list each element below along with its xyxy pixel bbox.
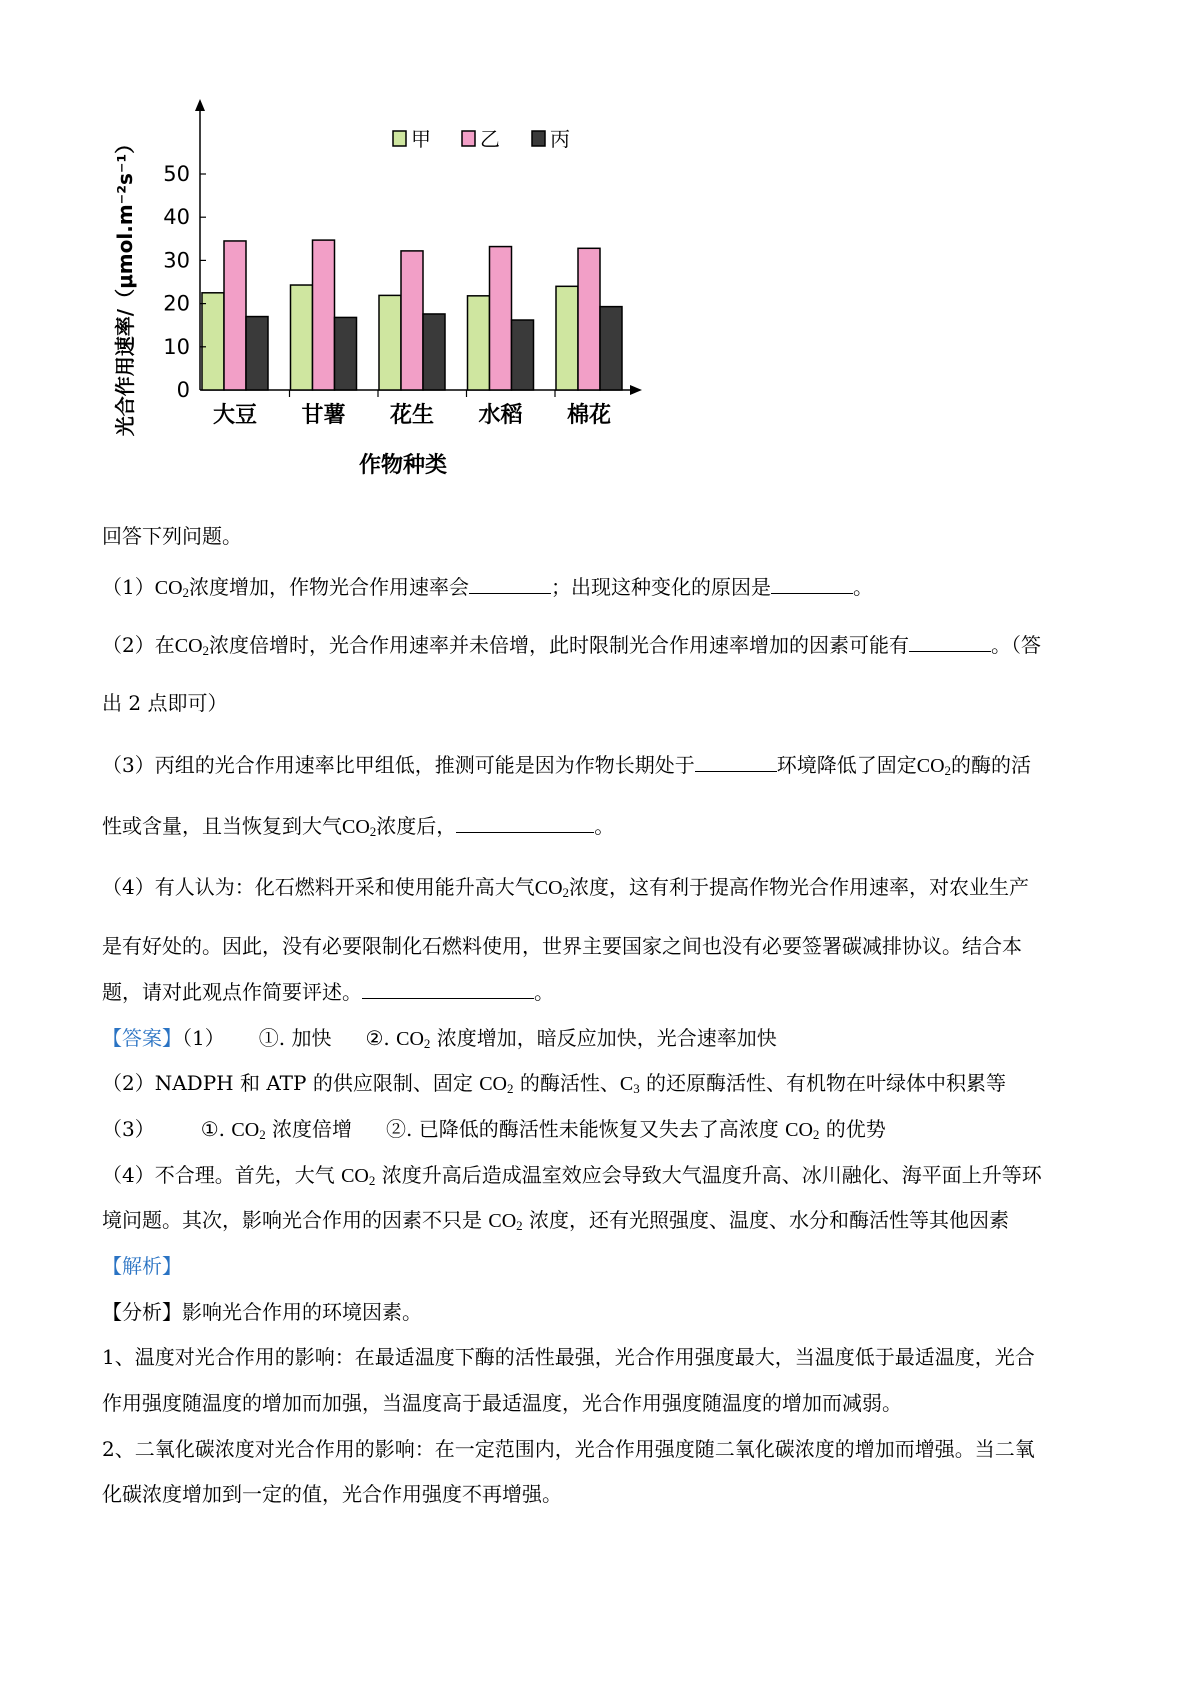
ans1-opt1: ①. 加快: [258, 1026, 332, 1050]
y-axis-arrow: [195, 99, 205, 111]
bar-丙-花生: [423, 314, 445, 390]
ans4-text: （4）不合理。首先，大气: [102, 1163, 342, 1187]
ans3-prefix: （3）: [102, 1117, 155, 1141]
answer-blank[interactable]: [456, 812, 594, 833]
question-4: [102, 873, 1110, 902]
bar-丙-甘薯: [335, 317, 357, 390]
analysis-p2-cont: [102, 1480, 1110, 1508]
q4-line3: 题，请对此观点作简要评述。: [102, 980, 362, 1004]
bar-乙-水稻: [490, 247, 512, 390]
answer-blank[interactable]: [909, 631, 991, 652]
question-2: [102, 631, 1110, 660]
intro-text: 回答下列问题。: [102, 524, 242, 548]
ans3-end: 的优势: [819, 1117, 886, 1141]
co2-formula: $CO_2$: [154, 577, 190, 600]
question-4-cont-2: [102, 978, 1110, 1006]
bar-乙-大豆: [224, 241, 246, 390]
bar-丙-棉花: [600, 307, 622, 390]
analysis-head: [102, 1298, 1110, 1326]
co2-formula: $CO_2$: [916, 755, 952, 778]
q3-end: 。: [594, 814, 615, 838]
bar-甲-甘薯: [291, 285, 313, 390]
bar-甲-水稻: [468, 296, 490, 390]
answer-blank[interactable]: [695, 751, 777, 772]
answer-4: [102, 1161, 1110, 1190]
bar-乙-花生: [401, 251, 423, 390]
q1-prefix: （1）: [102, 575, 155, 599]
question-4-cont: [102, 932, 1110, 960]
answer-blank[interactable]: [469, 573, 551, 594]
q3-line2: 性或含量，且当恢复到大气: [102, 814, 342, 838]
c3-formula: $C_3$: [619, 1073, 640, 1096]
co2-formula: $CO_2$: [396, 1028, 431, 1051]
q2-text: 浓度倍增时，光合作用速率并未倍增，此时限制光合作用速率增加的因素可能有: [209, 633, 910, 657]
q2-line2: 出 2 点即可）: [102, 691, 228, 715]
question-3-cont: [102, 812, 1110, 841]
q4-end: 。: [534, 980, 554, 1004]
q2-text-2: 。（答: [991, 633, 1042, 657]
bar-丙-大豆: [246, 317, 268, 390]
co2-formula: $CO_2$: [341, 1165, 376, 1188]
analysis-tag: 【解析】: [102, 1254, 182, 1278]
ans3-text: 浓度倍增: [265, 1117, 353, 1141]
ans2-text: （2）NADPH 和 ATP 的供应限制、固定: [102, 1071, 480, 1095]
intro-line: [102, 522, 1110, 550]
q4-text: （4）有人认为：化石燃料开采和使用能升高大气: [102, 875, 535, 899]
co2-formula: $CO_2$: [479, 1073, 514, 1096]
analysis-p1: [102, 1343, 1110, 1371]
analysis-p1-text-2: 作用强度随温度的增加而加强，当温度高于最适温度，光合作用强度随温度的增加而减弱。: [102, 1391, 902, 1415]
legend-swatch: [462, 131, 475, 146]
analysis-p1-cont: [102, 1389, 1110, 1417]
q1-text-2: ；出现这种变化的原因是: [551, 575, 772, 599]
y-tick-label: 10: [163, 334, 190, 359]
question-1: [102, 573, 1110, 602]
ans4-line2-b: 浓度，还有光照强度、温度、水分和酶活性等其他因素: [522, 1208, 1010, 1232]
ans2-text-3: 的还原酶活性、有机物在叶绿体中积累等: [639, 1071, 1007, 1095]
y-tick-label: 30: [163, 248, 190, 273]
analysis-head-text: 【分析】影响光合作用的环境因素。: [102, 1300, 422, 1324]
legend-swatch: [393, 131, 406, 146]
answer-4-cont: [102, 1206, 1110, 1235]
chart-x-categories: [213, 390, 611, 428]
ans3-opt1: ①.: [200, 1117, 232, 1141]
x-category-label: 花生: [389, 403, 435, 428]
answer-1: [102, 1024, 1110, 1053]
legend-label: 丙: [550, 127, 570, 151]
co2-formula: $CO_2$: [785, 1119, 820, 1142]
analysis-p2-text: 2、二氧化碳浓度对光合作用的影响：在一定范围内，光合作用强度随二氧化碳浓度的增加而增强。当二氧: [102, 1437, 1035, 1461]
bar-乙-棉花: [578, 248, 600, 390]
bar-chart: [100, 95, 720, 475]
ans2-text-2: 的酶活性、: [513, 1071, 620, 1095]
bar-甲-大豆: [202, 293, 224, 390]
bar-甲-花生: [379, 295, 401, 390]
legend-label: 乙: [480, 127, 500, 151]
legend-label: 甲: [411, 127, 431, 151]
q3-text: （3）丙组的光合作用速率比甲组低，推测可能是因为作物长期处于: [102, 753, 695, 777]
q3-text-3: 的酶的活: [951, 753, 1032, 777]
ans3-opt2: ②. 已降低的酶活性未能恢复又失去了高浓度: [386, 1117, 786, 1141]
bar-甲-棉花: [556, 286, 578, 390]
analysis-p2-text-2: 化碳浓度增加到一定的值，光合作用强度不再增强。: [102, 1482, 562, 1506]
co2-formula: $CO_2$: [231, 1119, 266, 1142]
ans1-prefix: （1）: [182, 1026, 225, 1050]
ans4-text-2: 浓度升高后造成温室效应会导致大气温度升高、冰川融化、海平面上升等环: [375, 1163, 1042, 1187]
q1-end: 。: [853, 575, 874, 599]
q3-line2-b: 浓度后，: [376, 814, 457, 838]
chart-legend: [393, 127, 570, 151]
ans1-text: 浓度增加，暗反应加快，光合速率加快: [430, 1026, 777, 1050]
ans4-line2: 境问题。其次，影响光合作用的因素不只是: [102, 1208, 489, 1232]
y-tick-label: 20: [163, 291, 190, 316]
bar-丙-水稻: [512, 320, 534, 390]
y-tick-label: 50: [163, 162, 190, 186]
chart-x-label: 作物种类: [358, 453, 448, 475]
answer-blank[interactable]: [362, 978, 534, 999]
analysis-p2: [102, 1435, 1110, 1463]
bar-乙-甘薯: [313, 240, 335, 390]
x-category-label: 棉花: [566, 403, 612, 428]
y-tick-label: 0: [176, 378, 190, 402]
question-2-cont: [102, 689, 1110, 717]
chart-bars: [202, 240, 622, 390]
q3-text-2: 环境降低了固定: [776, 753, 917, 777]
x-axis-arrow: [630, 385, 642, 395]
ans1-opt2: ②.: [365, 1026, 397, 1050]
x-category-label: 甘薯: [301, 403, 346, 428]
q2-prefix: （2）在: [102, 633, 175, 657]
x-category-label: 水稻: [478, 403, 523, 428]
q1-text: 浓度增加，作物光合作用速率会: [189, 575, 470, 599]
q4-text-2: 浓度，这有利于提高作物光合作用速率，对农业生产: [569, 875, 1030, 899]
analysis-p1-text: 1、温度对光合作用的影响：在最适温度下酶的活性最强，光合作用强度最大，当温度低于最适温度，光合: [102, 1345, 1035, 1369]
co2-formula: $CO_2$: [534, 877, 570, 900]
legend-swatch: [532, 131, 545, 146]
x-category-label: 大豆: [212, 403, 258, 428]
co2-formula: $CO_2$: [488, 1210, 523, 1233]
chart-y-label: 光合作用速率/（μmol.m⁻²s⁻¹）: [113, 133, 137, 437]
co2-formula: $CO_2$: [174, 635, 210, 658]
answer-blank[interactable]: [771, 573, 853, 594]
answer-3: [102, 1115, 1110, 1144]
answer-2: [102, 1069, 1110, 1098]
question-3: [102, 751, 1110, 780]
q4-line2: 是有好处的。因此，没有必要限制化石燃料使用，世界主要国家之间也没有必要签署碳减排协议。结合本: [102, 934, 1022, 958]
y-tick-label: 40: [163, 205, 190, 230]
answer-tag: 【答案】: [102, 1026, 182, 1050]
co2-formula: $CO_2$: [342, 816, 377, 839]
analysis-tag-line: [102, 1252, 1110, 1280]
